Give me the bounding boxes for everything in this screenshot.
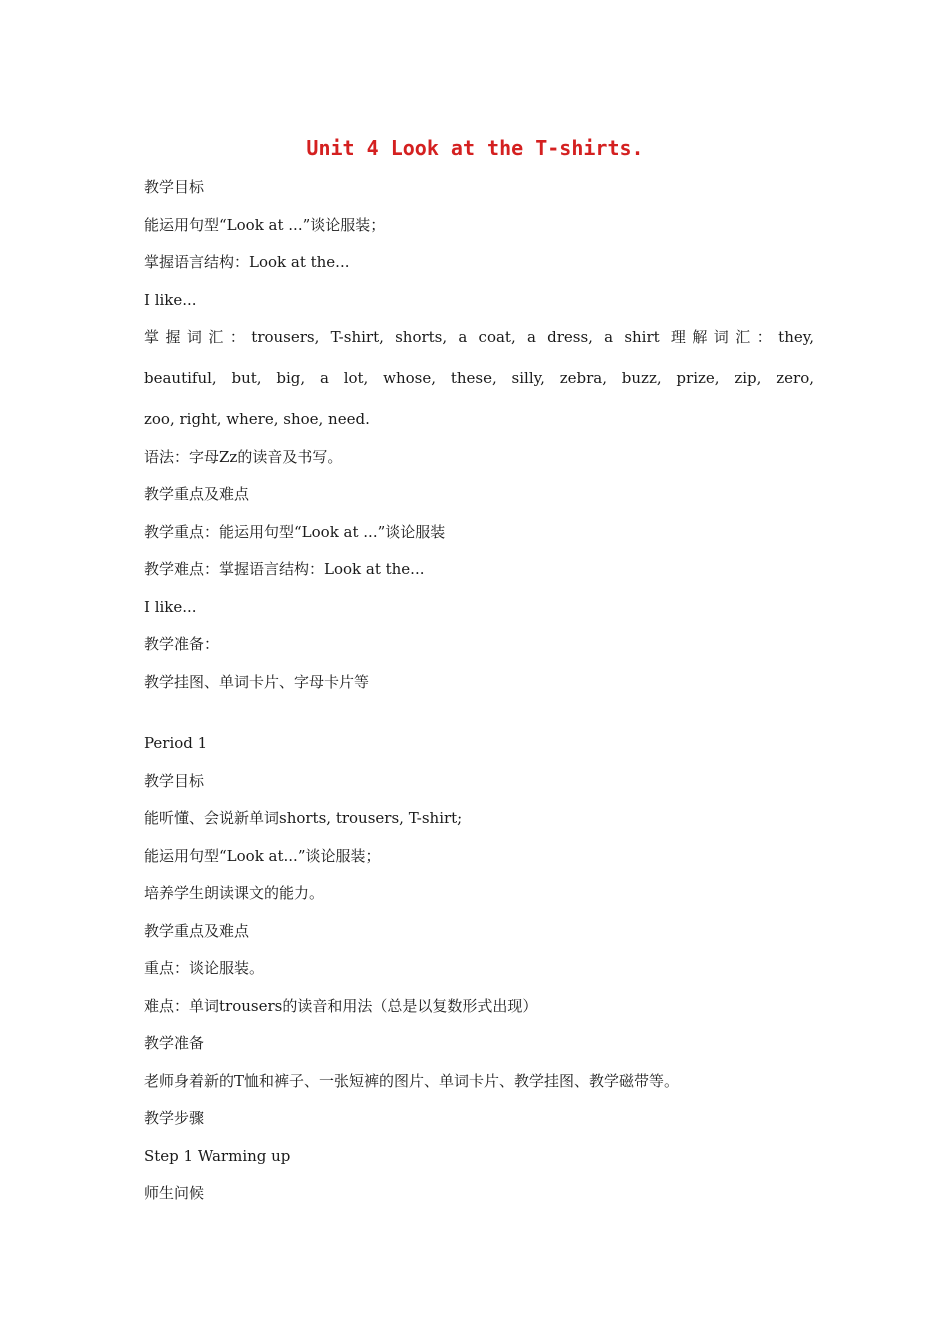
- section-gap: [144, 708, 814, 732]
- paragraph: 师生问候: [144, 1184, 205, 1202]
- paragraph: 掌握语言结构：Look at the...: [144, 253, 350, 271]
- paragraph: 能听懂、会说新单词shorts, trousers, T-shirt;: [144, 809, 463, 827]
- paragraph: beautiful, but, big, a lot, whose, these, silly, zebra, buzz, prize, zip, zero,: [144, 369, 814, 387]
- paragraph: 老师身着新的T恤和裤子、一张短裤的图片、单词卡片、教学挂图、教学磁带等。: [144, 1071, 680, 1090]
- document-body: [144, 176, 814, 1220]
- paragraph: I like...: [144, 597, 197, 616]
- paragraph: zoo, right, where, shoe, need.: [144, 410, 370, 428]
- paragraph: 培养学生朗读课文的能力。: [144, 884, 325, 902]
- document-title: Unit 4 Look at the T-shirts.: [306, 136, 644, 160]
- heading-preparation: 教学准备：: [144, 635, 220, 653]
- heading-objectives: 教学目标: [144, 771, 205, 790]
- paragraph: 教学挂图、单词卡片、字母卡片等: [144, 672, 370, 691]
- heading-period: Period 1: [144, 734, 208, 752]
- heading-objectives: 教学目标: [144, 178, 205, 196]
- heading-key-points: 教学重点及难点: [144, 485, 250, 503]
- paragraph: Step 1 Warming up: [144, 1146, 291, 1165]
- heading-preparation: 教学准备: [144, 1034, 205, 1052]
- paragraph: I like...: [144, 290, 197, 309]
- paragraph: 教学难点：掌握语言结构：Look at the...: [144, 560, 425, 578]
- paragraph: 掌握词汇：trousers, T-shirt, shorts, a coat, a dress, a shirt 理解词汇：they,: [144, 328, 814, 346]
- paragraph: 能运用句型“Look at...”谈论服装；: [144, 846, 381, 865]
- heading-steps: 教学步骤: [144, 1109, 205, 1127]
- paragraph: 语法：字母Zz的读音及书写。: [144, 447, 343, 466]
- heading-key-points: 教学重点及难点: [144, 921, 250, 940]
- paragraph: 重点：谈论服装。: [144, 959, 265, 977]
- paragraph: 能运用句型“Look at ...”谈论服装；: [144, 215, 386, 234]
- paragraph: 教学重点：能运用句型“Look at ...”谈论服装: [144, 522, 446, 541]
- paragraph: 难点：单词trousers的读音和用法（总是以复数形式出现）: [144, 996, 538, 1015]
